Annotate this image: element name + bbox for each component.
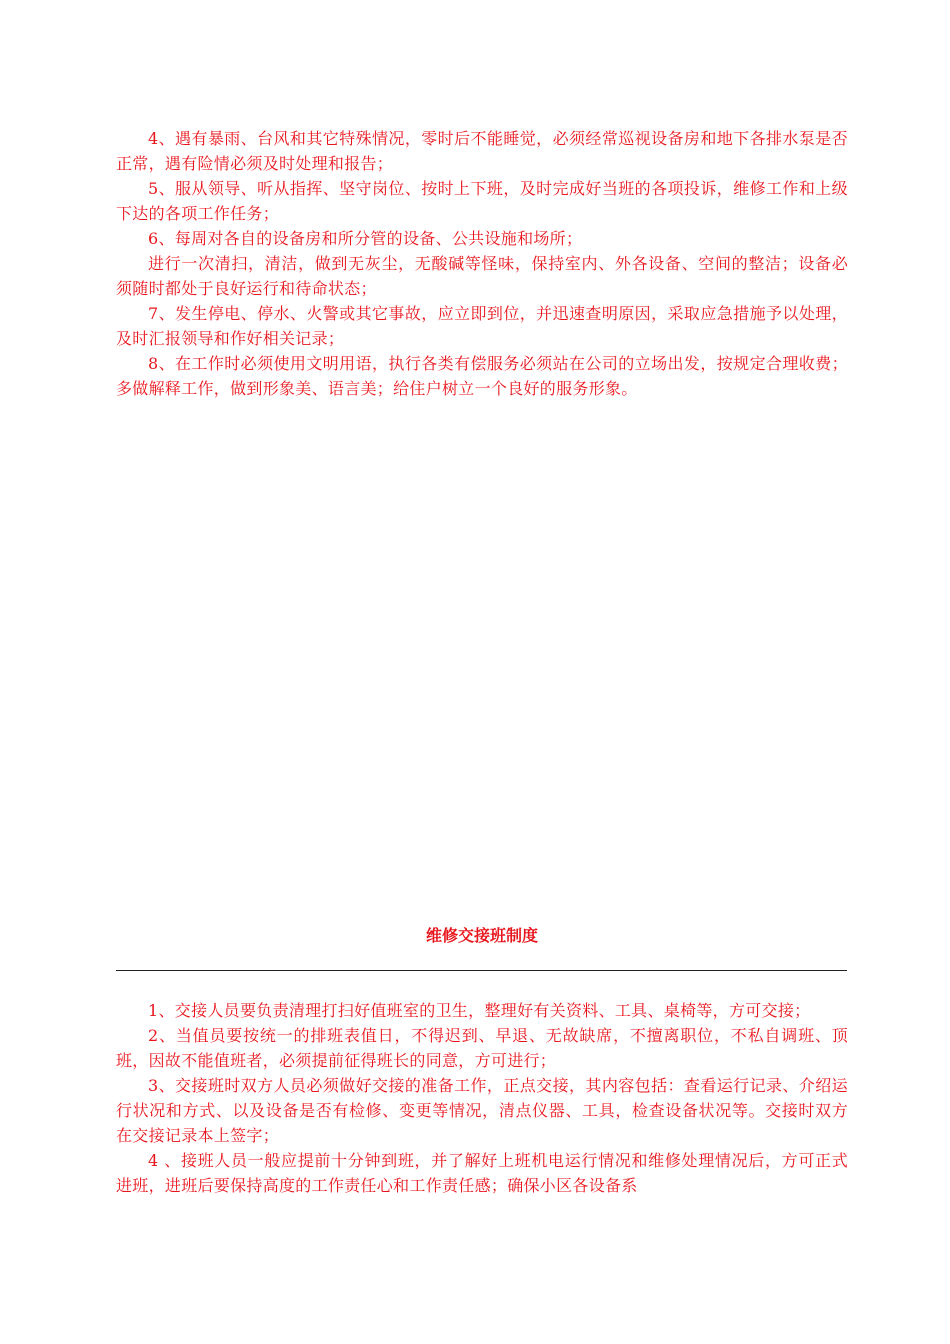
rule-paragraph-7: 7、发生停电、停水、火警或其它事故，应立即到位，并迅速查明原因，采取应急措施予以处理，及时汇报领导和作好相关记录；	[116, 304, 848, 348]
section-title: 维修交接班制度	[425, 926, 538, 945]
handover-paragraph-3: 3、交接班时双方人员必须做好交接的准备工作，正点交接，其内容包括：查看运行记录、介绍运行状况和方式、以及设备是否有检修、变更等情况，清点仪器、工具，检查设备状况等。交接时双方在交接记录本上签字；	[116, 1076, 848, 1145]
handover-paragraph-1: 1、交接人员要负责清理打扫好值班室的卫生，整理好有关资料、工具、桌椅等，方可交接；	[148, 1001, 811, 1020]
title-divider	[116, 970, 847, 971]
handover-paragraph-4: 4 、接班人员一般应提前十分钟到班，并了解好上班机电运行情况和维修处理情况后，方可正式进班，进班后要保持高度的工作责任心和工作责任感；确保小区各设备系	[116, 1151, 848, 1195]
duty-rules-section	[116, 126, 848, 401]
rule-paragraph-4: 4、遇有暴雨、台风和其它特殊情况，零时后不能睡觉，必须经常巡视设备房和地下各排水泵是否正常，遇有险情必须及时处理和报告；	[116, 129, 848, 173]
rule-paragraph-6-continued: 进行一次清扫，清洁，做到无灰尘，无酸碱等怪味，保持室内、外各设备、空间的整洁；设备必须随时都处于良好运行和待命状态；	[116, 254, 848, 298]
rule-paragraph-8: 8、在工作时必须使用文明用语，执行各类有偿服务必须站在公司的立场出发，按规定合理收费；多做解释工作，做到形象美、语言美；给住户树立一个良好的服务形象。	[116, 354, 848, 398]
handover-paragraph-2: 2、当值员要按统一的排班表值日，不得迟到、早退、无故缺席，不擅离职位，不私自调班、顶班，因故不能值班者，必须提前征得班长的同意，方可进行；	[116, 1026, 848, 1070]
rule-paragraph-5: 5、服从领导、听从指挥、坚守岗位、按时上下班，及时完成好当班的各项投诉，维修工作和上级下达的各项工作任务；	[116, 179, 848, 223]
rule-paragraph-6: 6、每周对各自的设备房和所分管的设备、公共设施和场所；	[148, 229, 583, 248]
handover-rules-section	[116, 998, 848, 1198]
